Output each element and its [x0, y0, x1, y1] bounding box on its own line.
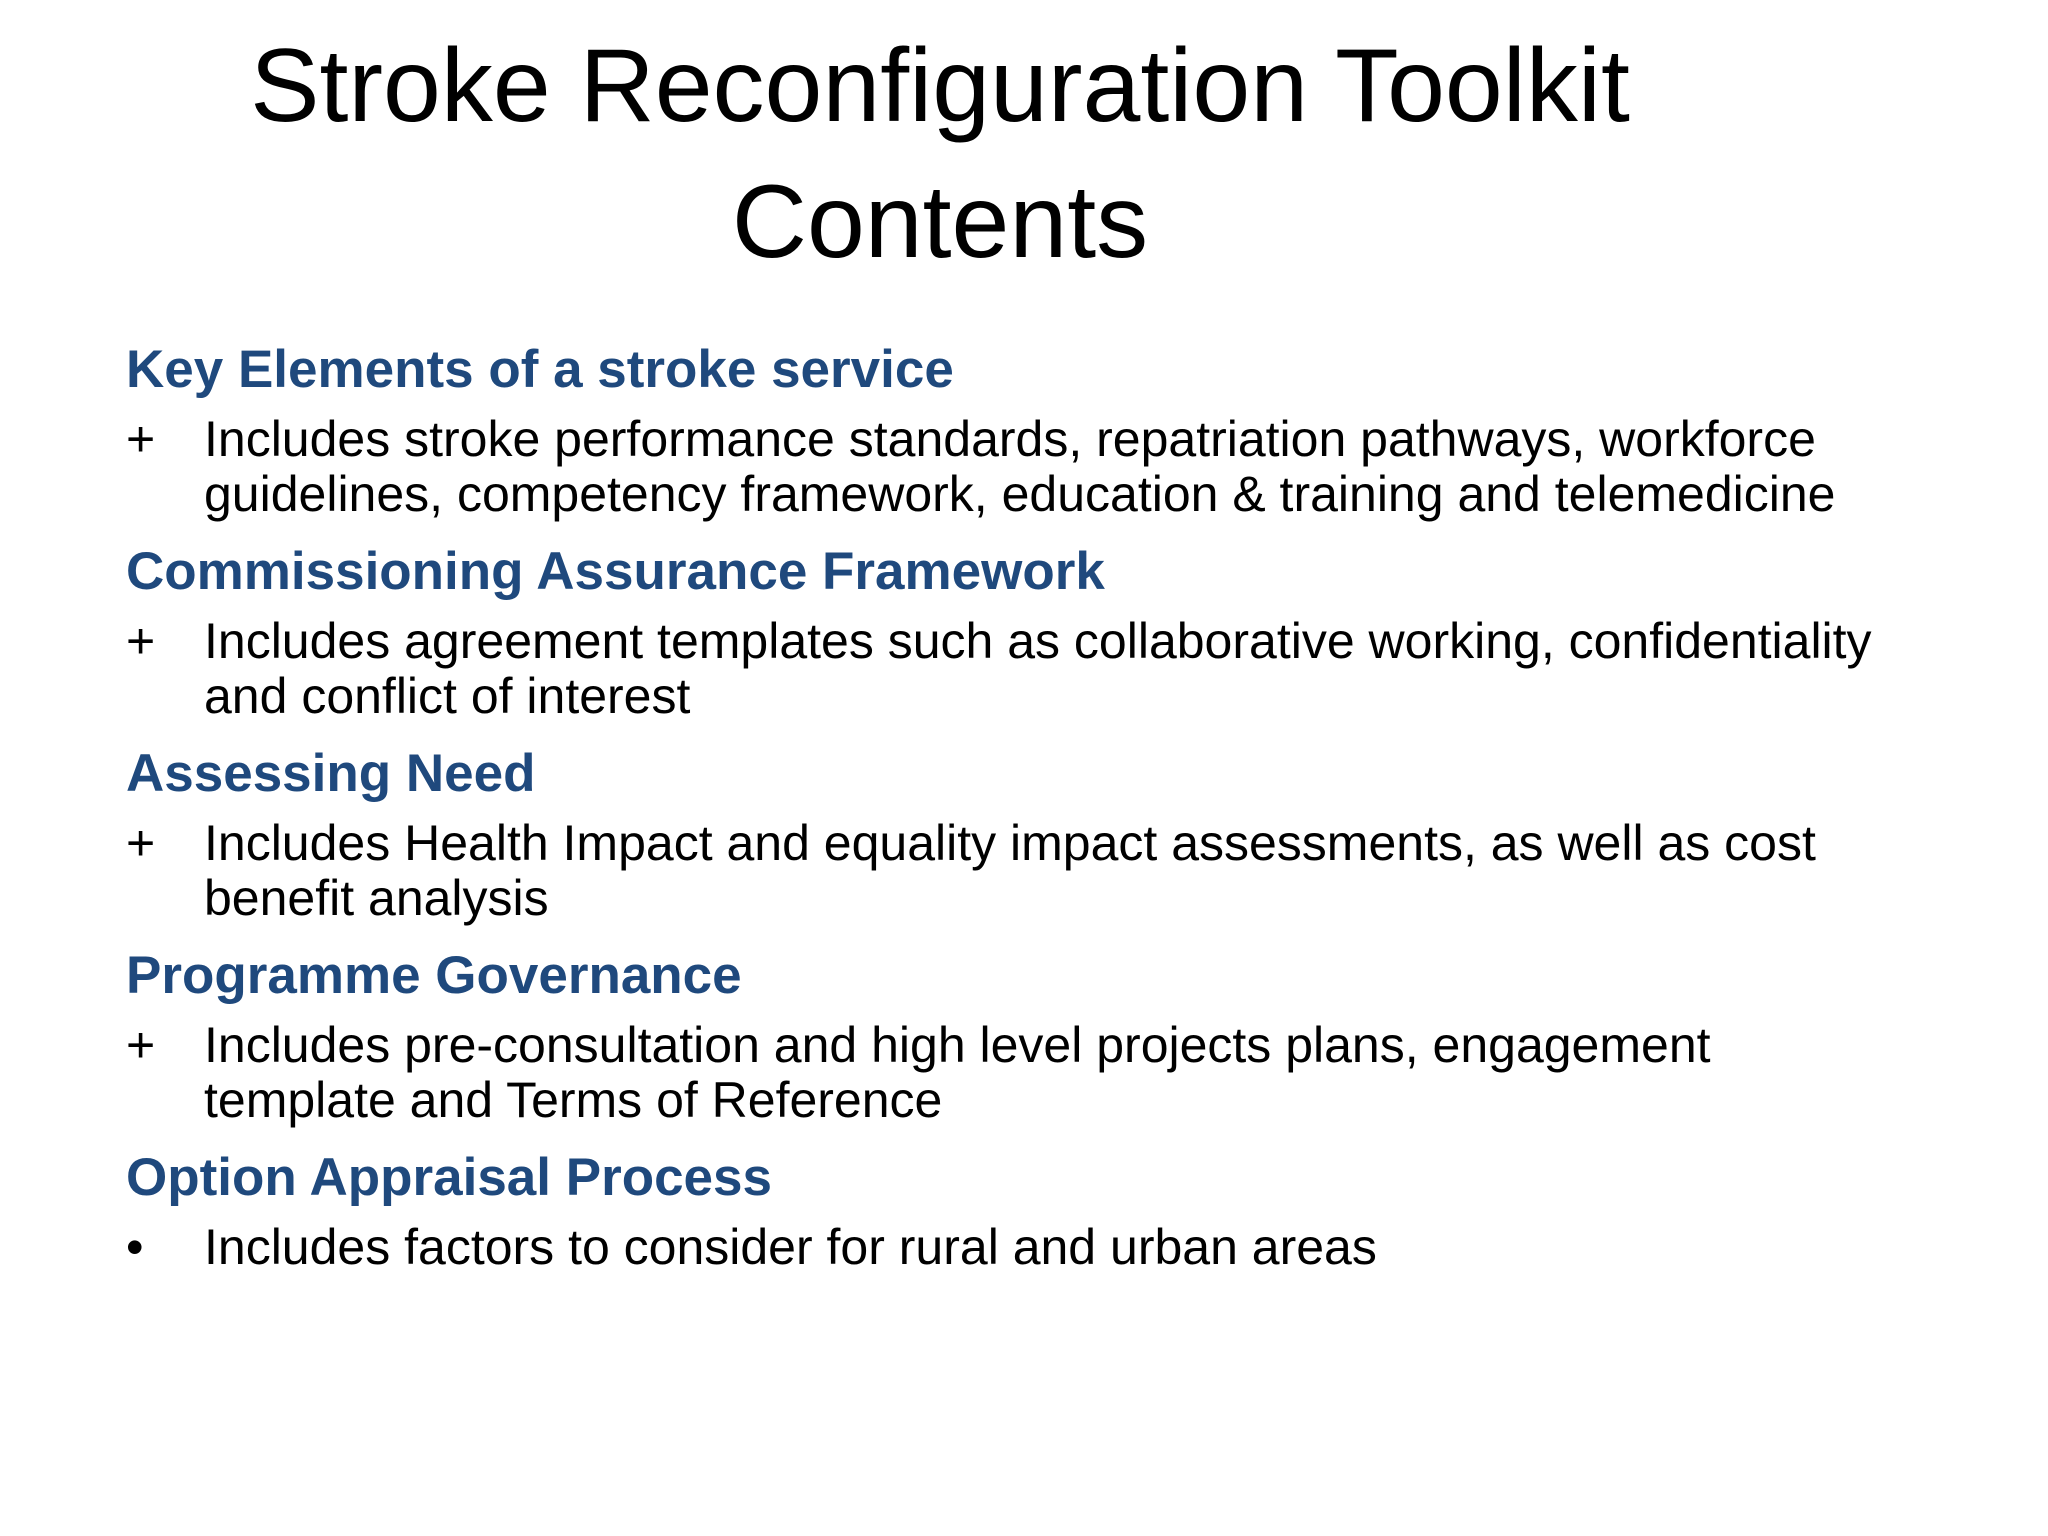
section-bullet: [126, 412, 1906, 522]
section-key-elements: [126, 334, 1906, 522]
section-bullet: [126, 1220, 1906, 1275]
section-heading: Assessing Need: [126, 744, 536, 803]
section-heading: Programme Governance: [126, 946, 742, 1005]
section-programme-governance: [126, 940, 1906, 1128]
title-line-1: Stroke Reconfiguration Toolkit: [250, 28, 1630, 144]
plus-icon: +: [126, 815, 156, 871]
bullet-text: Includes factors to consider for rural and urban areas: [204, 1219, 1377, 1275]
title-line-2: Contents: [731, 164, 1149, 280]
section-assessing-need: [126, 738, 1906, 926]
contents-list: [126, 334, 1906, 1289]
section-heading: Option Appraisal Process: [126, 1148, 772, 1207]
bullet-dot-icon: •: [126, 1219, 144, 1275]
bullet-text: Includes Health Impact and equality impact assessments, as well as cost benefit analysis: [204, 815, 1816, 926]
section-bullet: [126, 614, 1906, 724]
plus-icon: +: [126, 1017, 156, 1073]
slide-title: [0, 18, 1880, 290]
section-bullet: [126, 1018, 1906, 1128]
section-bullet: [126, 816, 1906, 926]
bullet-text: Includes stroke performance standards, repatriation pathways, workforce guidelines, competency framework, education & training and telemedicine: [204, 411, 1836, 522]
section-heading: Key Elements of a stroke service: [126, 340, 954, 399]
section-heading: Commissioning Assurance Framework: [126, 542, 1105, 601]
section-option-appraisal: [126, 1142, 1906, 1275]
plus-icon: +: [126, 411, 156, 467]
plus-icon: +: [126, 613, 156, 669]
bullet-text: Includes pre-consultation and high level projects plans, engagement template and Terms of Reference: [204, 1017, 1711, 1128]
bullet-text: Includes agreement templates such as collaborative working, confidentiality and conflict of interest: [204, 613, 1872, 724]
section-commissioning-assurance: [126, 536, 1906, 724]
